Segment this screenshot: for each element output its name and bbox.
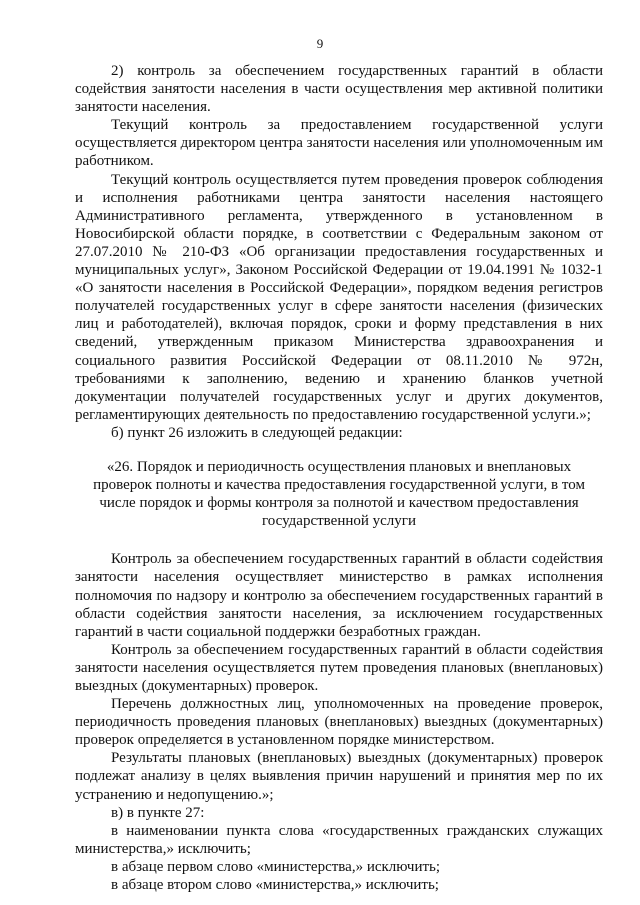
paragraph-item-v: в) в пункте 27: bbox=[111, 804, 205, 821]
paragraph-officials-list: Перечень должностных лиц, уполномоченных на проведение проверок, периодичность проведения плановых (внеплановых) выездных (документарных) проверок определяется в установленном порядке министерством. bbox=[75, 696, 603, 749]
paragraph-inspection-method: Контроль за обеспечением государственных гарантий в области содействия занятости населения осуществляется путем проведения плановых (внеплановых) выездных (документарных) проверок. bbox=[75, 641, 603, 694]
paragraph-item-b: б) пункт 26 изложить в следующей редакции: bbox=[111, 424, 403, 441]
paragraph-current-control: Текущий контроль за предоставлением государственной услуги осуществляется директором центра занятости населения или уполномоченным им работником. bbox=[75, 117, 603, 170]
paragraph-control-item-2: 2) контроль за обеспечением государственных гарантий в области содействия занятости населения в части осуществления мер активной политики занятости населения. bbox=[75, 63, 603, 116]
page-number: 9 bbox=[316, 36, 324, 51]
section-heading-26: «26. Порядок и периодичность осуществления плановых и внеплановых проверок полноты и качества предоставления государственной услуги, в том числе порядок и формы контроля за полнотой и качеством предоставления государственной услуги bbox=[93, 458, 585, 530]
paragraph-first-subparagraph: в абзаце первом слово «министерства,» исключить; bbox=[111, 858, 441, 875]
document-body bbox=[75, 62, 603, 894]
paragraph-item-title-change: в наименовании пункта слова «государственных гражданских служащих министерства,» исключить; bbox=[75, 822, 603, 857]
paragraph-second-subparagraph: в абзаце втором слово «министерства,» исключить; bbox=[111, 877, 439, 894]
paragraph-inspection-results: Результаты плановых (внеплановых) выездных (документарных) проверок подлежат анализу в целях выявления причин нарушений и принятия мер по их устранению и недопущению.»; bbox=[75, 750, 603, 803]
paragraph-ministry-control: Контроль за обеспечением государственных гарантий в области содействия занятости населения осуществляет министерство в рамках исполнения полномочия по надзору и контролю за обеспечением государственных гарантий в области содействия занятости населения, за исключением государственных гарантий в части социальной поддержки безработных граждан. bbox=[75, 551, 603, 640]
paragraph-control-inspections: Текущий контроль осуществляется путем проведения проверок соблюдения и исполнения работниками центра занятости населения настоящего Административного регламента, утвержденного в установленном в Новосибирской области порядке, в соответствии с Федеральным законом от 27.07.2010 № 210-ФЗ «Об организации предоставления государственных и муниципальных услуг», Законом Российской Федерации от 19.04.1991 № 1032-1 «О занятости населения в Российской Федерации», порядком ведения регистров получателей государственных услуг в сфере занятости населения (физических лиц и работодателей), включая порядок, сроки и форму представления в них сведений, утвержденным приказом Министерства здравоохранения и социального развития Российской Федерации от 08.11.2010 № 972н, требованиями к заполнению, ведению и хранению бланков учетной документации получателей государственных услуг и других документов, регламентирующих деятельность по предоставлению государственной услуги.»; bbox=[75, 171, 603, 423]
